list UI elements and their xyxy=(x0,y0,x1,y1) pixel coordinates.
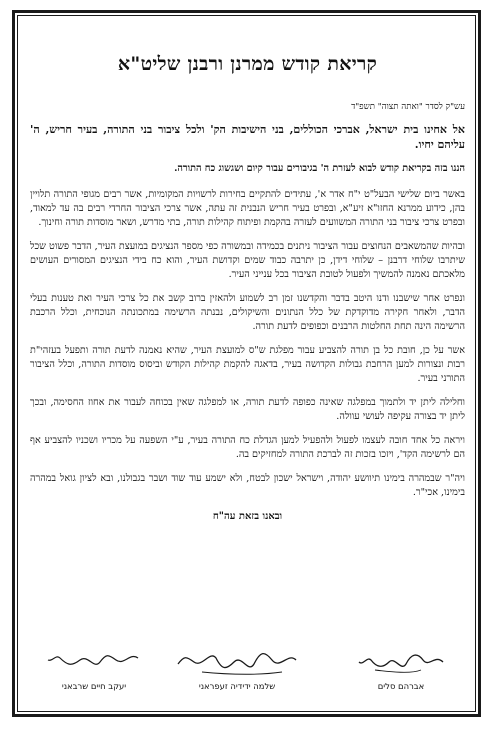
signatory-name: שלמה ידידיה זעפראני xyxy=(198,681,276,691)
closing-line: ובאנו בזאת עה"ח xyxy=(212,511,283,522)
document-body xyxy=(30,24,465,524)
signatory-name: אברהם סלים xyxy=(377,681,425,691)
handwritten-signature xyxy=(172,648,302,678)
paragraph: וחלילה ליתן יד ולתמוך במפלגה שאינה כפופה לדעת תורה, או למפלגה שאין בכוחה לעבור את אחוז החסימה, ובכך ליתן יד בצורה עקיפה לעושי עוולה. xyxy=(30,397,465,422)
date-header: עש"ק לסדר "ואתה תצוה" תשפ"ד xyxy=(351,102,465,112)
paragraph: ויה"ר שבמהרה בימינו תיוושע יהודה, וישראל ישכון לבטח, ולא ישמע עוד שוד ושבר בגבולנו, ובא לציון גואל במהרה בימינו, אכי"ר. xyxy=(30,473,465,498)
document-title: קריאת קודש ממרנן ורבנן שליט"א xyxy=(117,53,378,75)
intro-paragraph: הננו בזה בקריאת קודש לבוא לעזרת ה' בגיבורים עבור קיום ושגשוג כח התורה. xyxy=(174,163,465,174)
paragraph: ויראה כל אחד חובה לעצמו לפעול ולהפעיל למען הגדלת כח התורה בעיר, ע"י השפעה על מכריו ושכניו להצביע אף הם לרשימה הקד', ויזכו בזכות זה לברכת התורה למחזיקים בה. xyxy=(30,435,465,460)
handwritten-signature xyxy=(351,648,451,678)
paragraph: באשר ביום שלישי הבעל"ט י"ח אדר א', עתידים להתקיים בחירות לרשויות המקומיות, אשר רבים מגופי התורה תלויין בהן, כידוע ממרנא החזו"א זיע"א, ובפרט בעיר חריש הנבנית זה עתה, אשר צרכי הציבור החרדי רבים בה עד למאוד, ובפרט צרכי ציבור בני התורה המשוועים לעזרה בהקמת ופיתוח קהילות תורה, בתי מדרש, ושאר מוסדות תורה וחינוך. xyxy=(30,189,465,228)
addressee-line: אל אחינו בית ישראל, אברכי הכוללים, בני הישיבות הק' ולכל ציבור בני התורה, בעיר חריש, ה' עליהם יחיו. xyxy=(30,123,465,151)
paragraph: אשר על כן, חובת כל בן תורה להצביע עבור מפלגת ש"ס למועצת העיר, שהיא נאמנה לדעת תורה ותפעל בעזהי"ת רבות ונצורות למען הרחבת גבולות הקדושה בעיר, בדאגה להקמת קהילות הקודש וביסוס מוסדות התורה, וכלל הציבור התורני בעיר. xyxy=(30,345,465,384)
signature-block xyxy=(34,648,154,698)
handwritten-signature xyxy=(44,648,144,678)
signatory-name: יעקב חיים שרבאני xyxy=(61,681,127,691)
signature-block xyxy=(341,648,461,698)
signature-block xyxy=(167,648,307,698)
paragraph: ובהיות שהמשאבים הנחוצים עבור הציבור ניתנים בכמידה ובמשורה כפי מספר הנציגים במועצת העיר, הדבר פשוט שכל שיתרבו שלוחי דרבנן – שלוחי דידן, כן יתרבה כבוד שמים וקדושת העיר, והוא כח בידי הנציגים המסורים העושים מלאכתם נאמנה להמשיך ולפעול לטובת הציבור בכל ענייני העיר. xyxy=(30,241,465,280)
signatures-area xyxy=(30,648,465,706)
paragraph: ונפרט אחר שישבנו ודנו היטב בדבר והקדשנו זמן רב לשמוע ולהאזין ברוב קשב את כל צרכי העיר ואת טענות בעלי הדבר, ולאחר חקירה מדוקדקת של כלל הנתונים והשיקולים, נבנתה הרשימה במתכונתה הנוכחית, וכלל הרכבת הרשימה הינה תחת החלטות הרבנים וכפופים לדעת תורה. xyxy=(30,293,465,332)
